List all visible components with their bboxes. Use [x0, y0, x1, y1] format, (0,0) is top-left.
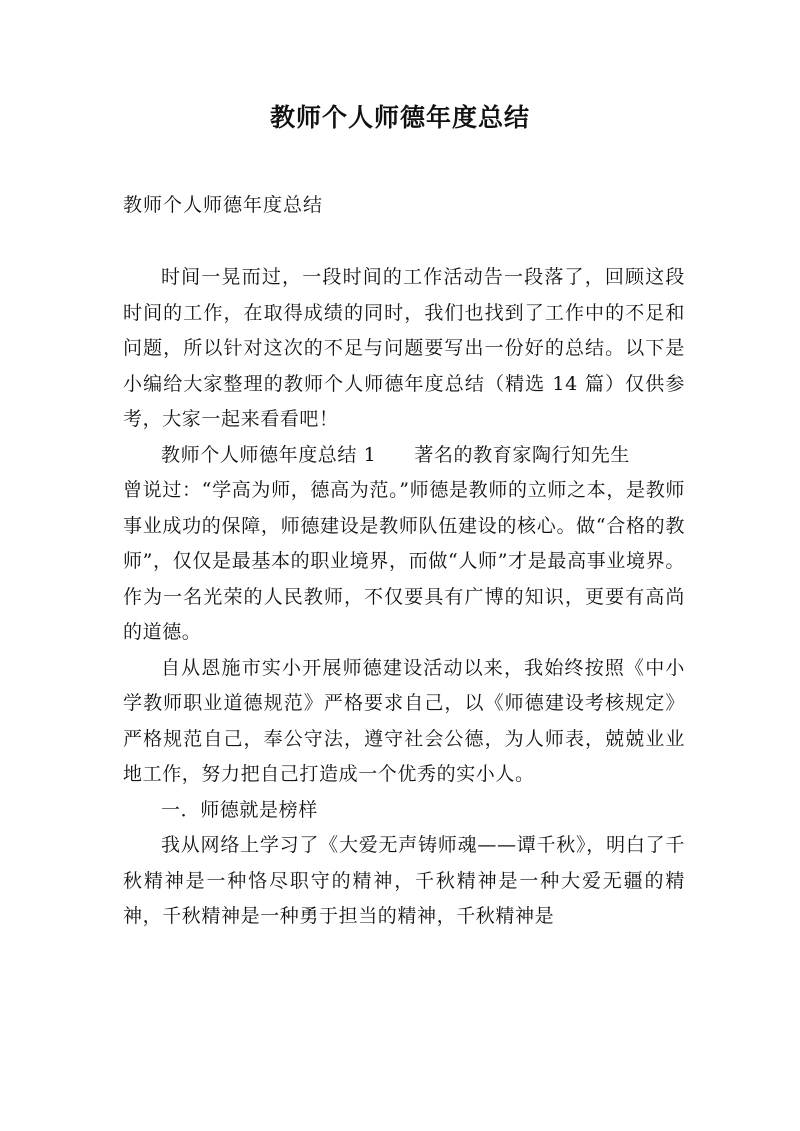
intro-paragraph: 时间一晃而过，一段时间的工作活动告一段落了，回顾这段时间的工作，在取得成绩的同时，我们也找到了工作中的不足和问题，所以针对这次的不足与问题要写出一份好的总结。以下是小编给大家整理的教师个人师德年度总结（精选 14 篇）仅供参考，大家一起来看看吧！ — [123, 266, 685, 430]
section-1-title: 教师个人师德年度总结 1 — [161, 443, 377, 466]
subheading-1: 一．师德就是榜样 — [161, 798, 318, 821]
document-body — [123, 260, 685, 935]
document-subtitle: 教师个人师德年度总结 — [123, 194, 324, 216]
section-1-paragraph — [123, 438, 685, 474]
body-paragraph-2: 自从恩施市实小开展师德建设活动以来，我始终按照《中小学教师职业道德规范》严格要求自己，以《师德建设考核规定》严格规范自己，奉公守法，遵守社会公德，为人师表，兢兢业业地工作，努力把自己打造成一个优秀的实小人。 — [123, 656, 685, 785]
section-1-continuation: 曾说过：“学高为师，德高为范。”师德是教师的立师之本，是教师事业成功的保障，师德建设是教师队伍建设的核心。做“合格的教师”，仅仅是最基本的职业境界，而做“人师”才是最高事业境界。作为一名光荣的人民教师，不仅要具有广博的知识，更要有高尚的道德。 — [123, 479, 685, 643]
body-paragraph-3: 我从网络上学习了《大爱无声铸师魂——谭千秋》，明白了千秋精神是一种恪尽职守的精神，千秋精神是一种大爱无疆的精神，千秋精神是一种勇于担当的精神，千秋精神是 — [123, 834, 685, 927]
document-title: 教师个人师德年度总结 — [269, 103, 530, 132]
section-1-lead: 著名的教育家陶行知先生 — [414, 443, 630, 466]
